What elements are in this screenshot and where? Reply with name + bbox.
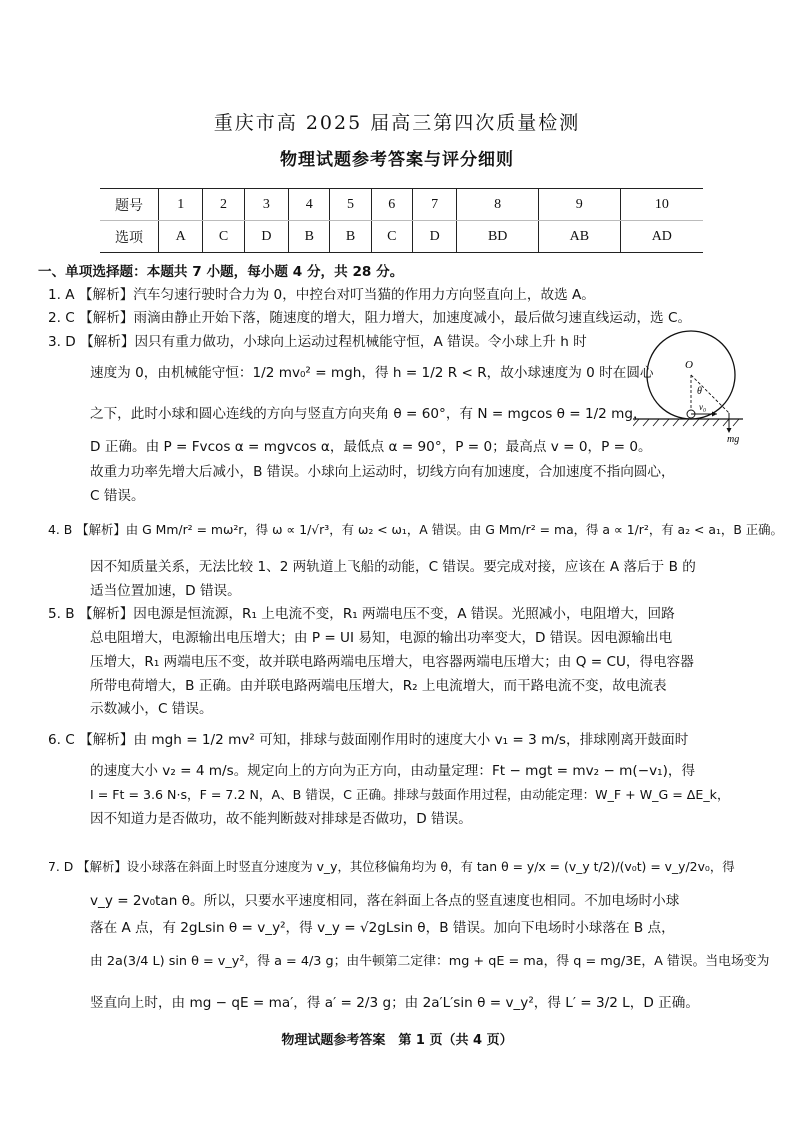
answer-line: 所带电荷增大，B 正确。由并联电路两端电压增大，R₂ 上电流增大，而干路电流不变，故电流表: [90, 678, 667, 694]
answer-line: 压增大，R₁ 两端电压不变，故并联电路两端电压增大，电容器两端电压增大；由 Q = CU，得电容器: [90, 654, 694, 670]
answer-cell: C: [203, 221, 244, 253]
question-number: 7: [412, 189, 456, 221]
answer-cell: AD: [620, 221, 703, 253]
answer-cell: B: [289, 221, 330, 253]
answer-line: 由 2a(3/4 L) sin θ = v_y²，得 a = 4/3 g；由牛顿第二定律：mg + qE = ma，得 q = mg/3E，A 错误。当电场变为: [90, 954, 770, 969]
angle-label: θ: [697, 386, 702, 397]
answer-line: 总电阻增大，电源输出电压增大；由 P = UI 易知，电源的输出功率变大，D 错误。因电源输出电: [90, 630, 673, 646]
answer-line: 适当位置加速，D 错误。: [90, 583, 241, 599]
answer-line: 竖直向上时，由 mg − qE = ma′，得 a′ = 2/3 g；由 2a′L′sin θ = v_y²，得 L′ = 3/2 L，D 正确。: [90, 995, 699, 1011]
answer-line: 5. B 【解析】因电源是恒流源，R₁ 上电流不变，R₁ 两端电压不变，A 错误。光照减小，电阻增大，回路: [48, 606, 675, 622]
document-title: 重庆市高 2025 届高三第四次质量检测: [213, 112, 581, 134]
answer-cell: C: [371, 221, 412, 253]
answer-cell: B: [330, 221, 371, 253]
answer-cell: BD: [457, 221, 539, 253]
answer-table-answer-row: [100, 221, 703, 253]
question-number: 9: [538, 189, 620, 221]
answer-line: 因不知质量关系，无法比较 1、2 两轨道上飞船的动能，C 错误。要完成对接，应该在 A 落后于 B 的: [90, 559, 696, 575]
answer-line: 速度为 0，由机械能守恒：1/2 mv₀² = mgh，得 h = 1/2 R < R，故小球速度为 0 时在圆心: [90, 365, 654, 381]
question-number: 4: [289, 189, 330, 221]
answer-cell: D: [244, 221, 288, 253]
answer-line: 7. D 【解析】设小球落在斜面上时竖直分速度为 v_y，其位移偏角均为 θ，有 tan θ = y/x = (v_y t/2)/(v₀t) = v_y/2v₀，得: [48, 859, 735, 874]
answer-line: D 正确。由 P = Fvcos α = mgvcos α，最低点 α = 90°，P = 0；最高点 v = 0，P = 0。: [90, 439, 652, 455]
answer-line: 1. A 【解析】汽车匀速行驶时合力为 0，中控台对叮当猫的作用力方向竖直向上，故选 A。: [48, 287, 595, 303]
answer-table-option-label: 选项: [100, 221, 159, 253]
answer-line: I = Ft = 3.6 N·s，F = 7.2 N，A、B 错误，C 正确。排球与鼓面作用过程，由动能定理：W_F + W_G = ΔE_k，: [90, 787, 730, 802]
answer-table-header-label: 题号: [100, 189, 159, 221]
answer-line: 6. C 【解析】由 mgh = 1/2 mv² 可知，排球与鼓面刚作用时的速度大小 v₁ = 3 m/s，排球刚离开鼓面时: [48, 732, 689, 748]
weight-label: mg: [727, 434, 740, 445]
answer-cell: A: [159, 221, 203, 253]
document-subtitle: 物理试题参考答案与评分细则: [280, 150, 514, 170]
question-number: 3: [244, 189, 288, 221]
question-number: 6: [371, 189, 412, 221]
answer-line: 2. C 【解析】雨滴由静止开始下落，随速度的增大，阻力增大，加速度减小，最后做匀速直线运动，选 C。: [48, 310, 692, 326]
answer-table-number-row: [100, 189, 703, 221]
answer-cell: AB: [538, 221, 620, 253]
answer-line: C 错误。: [90, 488, 145, 504]
answer-line: 因不知道力是否做功，故不能判断鼓对排球是否做功，D 错误。: [90, 811, 472, 827]
answer-line: 落在 A 点，有 2gLsin θ = v_y²，得 v_y = √2gLsin θ，B 错误。加向下电场时小球落在 B 点，: [90, 920, 675, 936]
question-number: 8: [457, 189, 539, 221]
answer-line: v_y = 2v₀tan θ。所以，只要水平速度相同，落在斜面上各点的竖直速度也相同。不加电场时小球: [90, 893, 680, 909]
section-heading: 一、单项选择题：本题共 7 小题，每小题 4 分，共 28 分。: [38, 264, 404, 280]
answer-line: 3. D 【解析】因只有重力做功，小球向上运动过程机械能守恒，A 错误。令小球上升 h 时: [48, 334, 587, 350]
answer-line: 故重力功率先增大后减小，B 错误。小球向上运动时，切线方向有加速度，合加速度不指向圆心，: [90, 464, 675, 480]
page-footer: 物理试题参考答案 第 1 页（共 4 页）: [281, 1033, 513, 1048]
question-number: 2: [203, 189, 244, 221]
circle-track-figure: [633, 330, 768, 445]
velocity-label: v₀: [699, 402, 707, 412]
answer-cell: D: [412, 221, 456, 253]
center-label: O: [685, 359, 693, 371]
answer-line: 示数减小，C 错误。: [90, 701, 213, 717]
answer-line: 的速度大小 v₂ = 4 m/s。规定向上的方向为正方向，由动量定理：Ft − mgt = mv₂ − m(−v₁)，得: [90, 763, 696, 779]
question-number: 5: [330, 189, 371, 221]
question-number: 1: [159, 189, 203, 221]
answer-table: [100, 188, 703, 253]
answer-line: 之下，此时小球和圆心连线的方向与竖直方向夹角 θ = 60°，有 N = mgcos θ = 1/2 mg，: [90, 406, 647, 422]
question-number: 10: [620, 189, 703, 221]
answer-line: 4. B 【解析】由 G Mm/r² = mω²r，得 ω ∝ 1/√r³，有 ω₂ < ω₁，A 错误。由 G Mm/r² = ma，得 a ∝ 1/r²，有 a₂ < a₁，B 正确。: [48, 522, 783, 537]
